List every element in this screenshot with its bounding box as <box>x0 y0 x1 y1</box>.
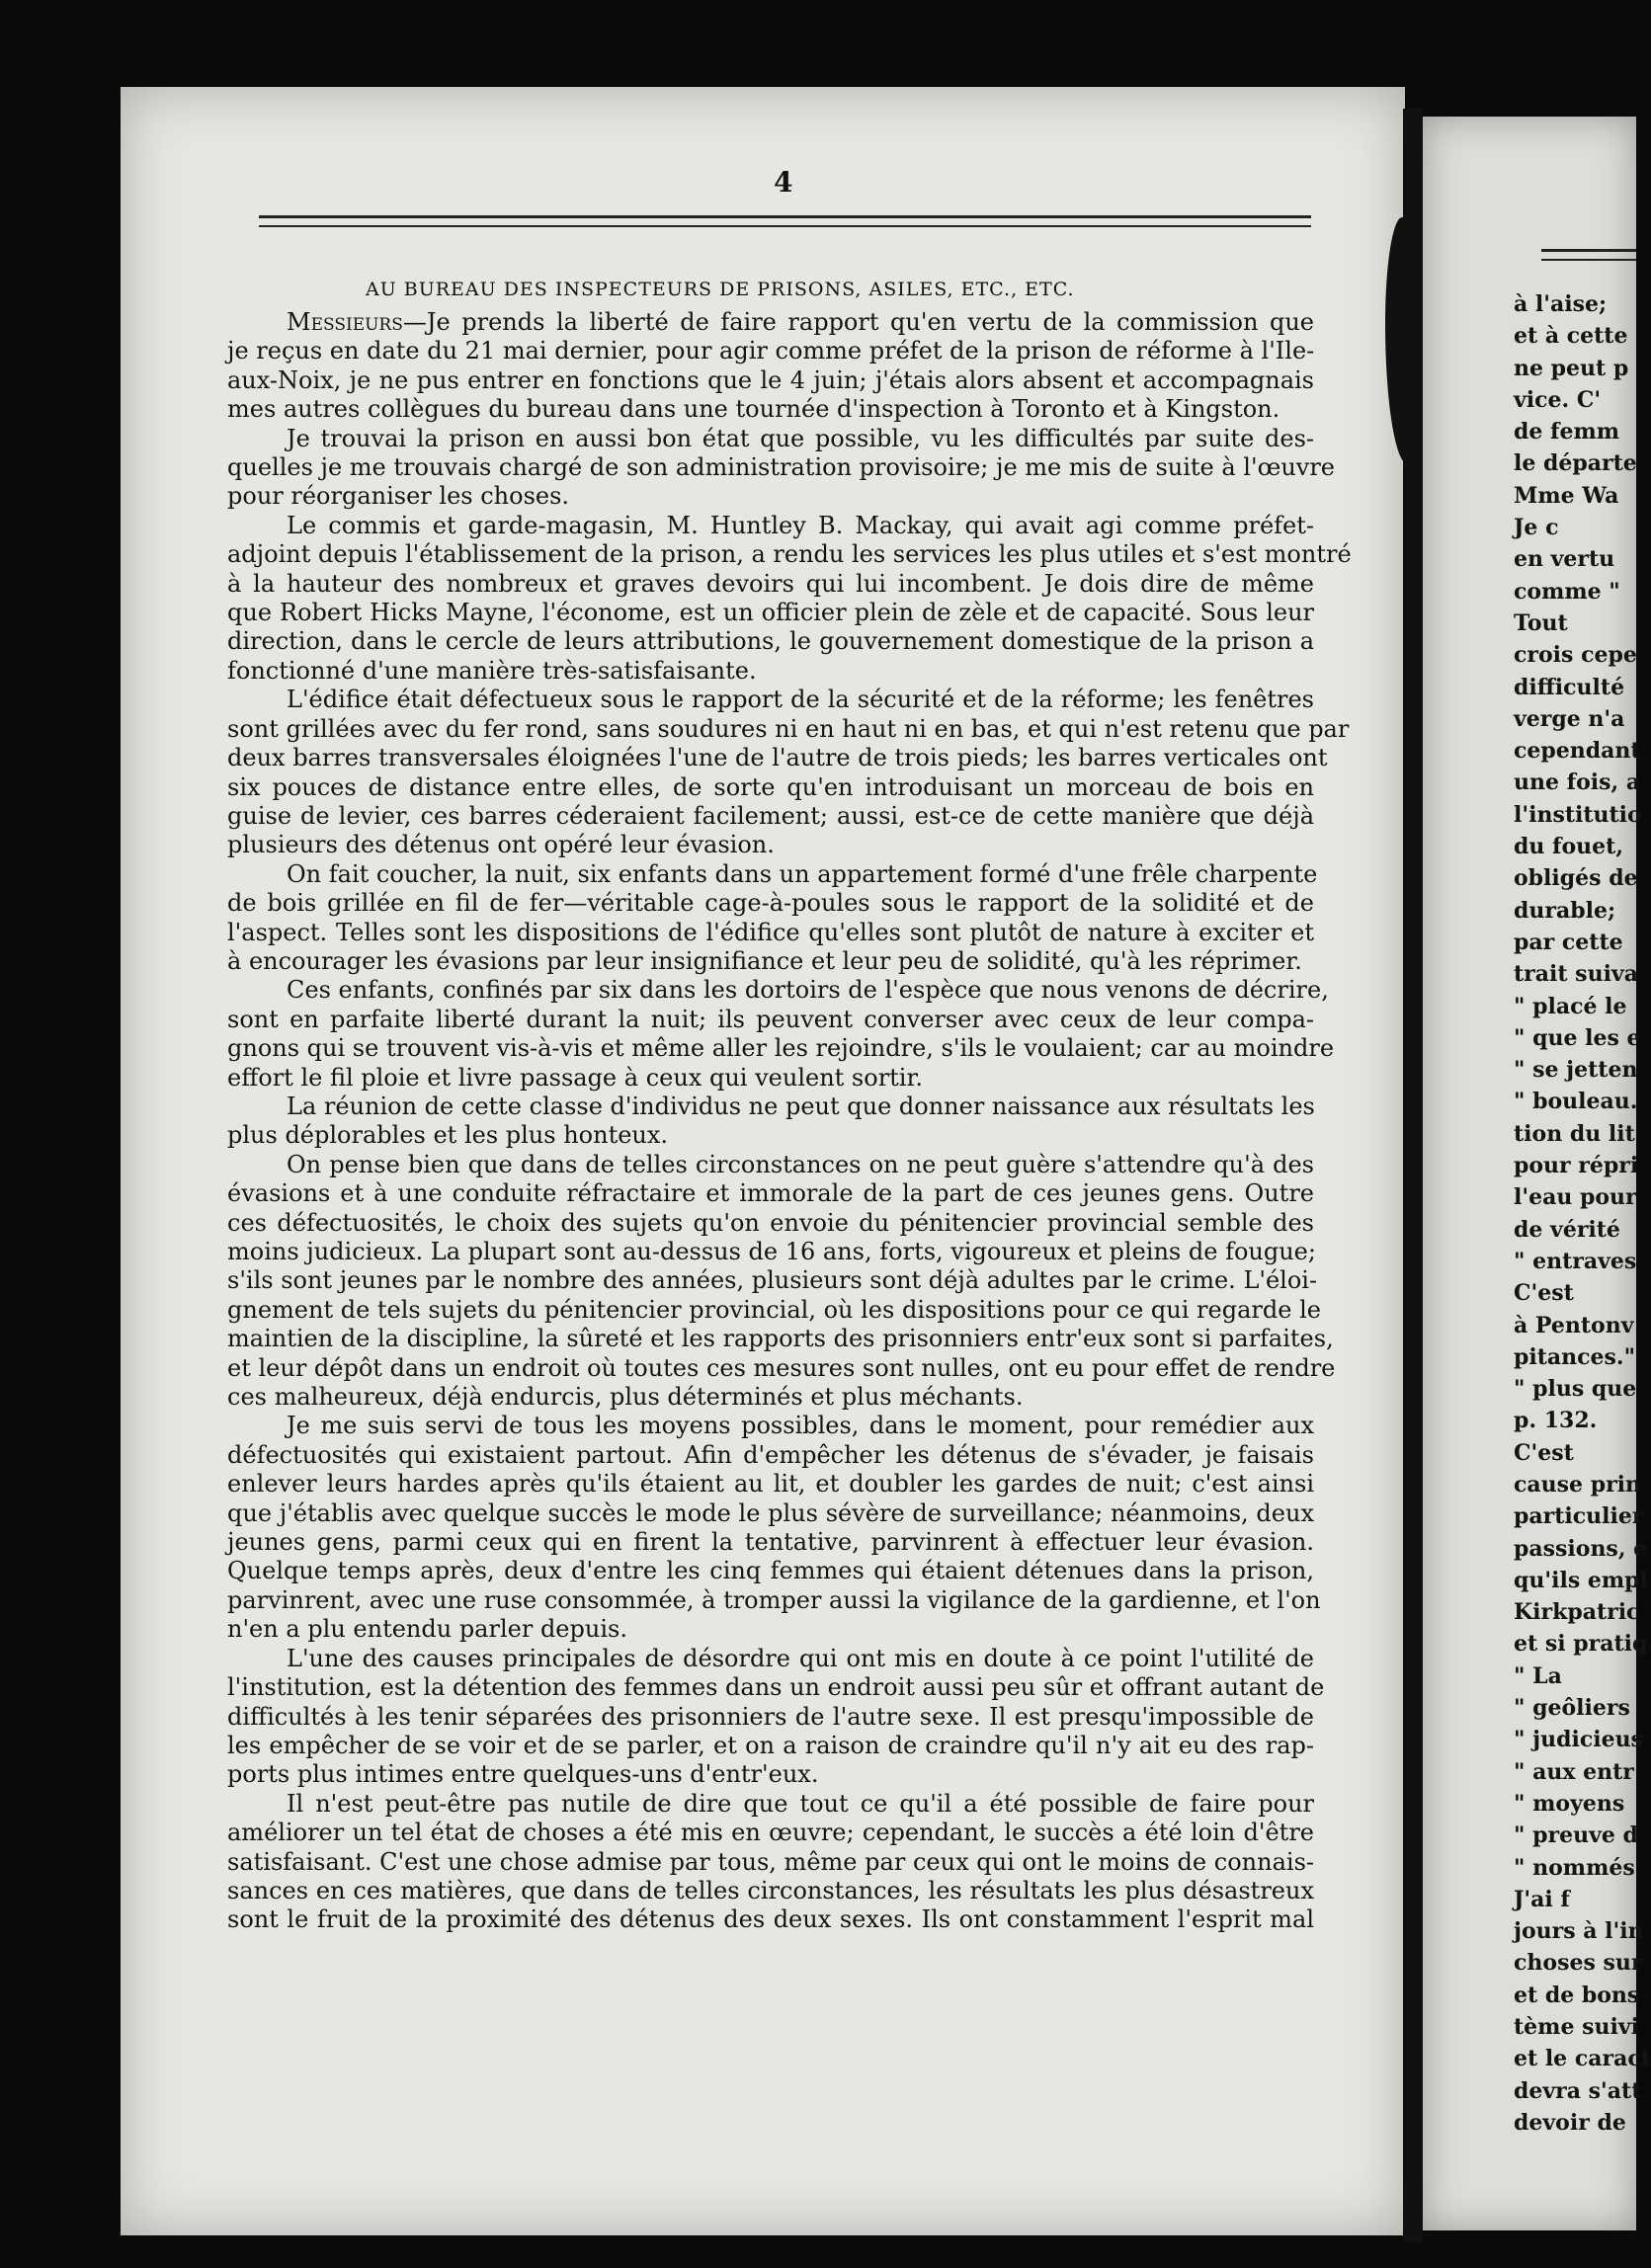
right-column-line: par cette <box>1514 929 1623 955</box>
right-column-line: devra s'att <box>1514 2077 1642 2104</box>
right-column-line: Mme Wa <box>1514 482 1619 509</box>
text-line: sont en parfaite liberté durant la nuit; ils peuvent converser avec ceux de leur compa- <box>227 1005 1314 1033</box>
right-column-line: verge n'a <box>1514 705 1625 732</box>
text-line: je reçus en date du 21 mai dernier, pour agir comme préfet de la prison de réforme à l'Ile- <box>227 337 1315 365</box>
right-column-line: en vertu <box>1514 546 1615 573</box>
right-column-line: J'ai f <box>1514 1886 1570 1912</box>
right-column-line: " La <box>1514 1662 1562 1689</box>
text-line: effort le fil ploie et livre passage à ceux qui veulent sortir. <box>227 1063 923 1092</box>
right-column-line: ne peut p <box>1514 355 1629 381</box>
text-line: l'aspect. Telles sont les dispositions de l'édifice qu'elles sont plutôt de nature à exciter et <box>227 918 1314 946</box>
text-line: ces malheureux, déjà endurcis, plus déterminés et plus méchants. <box>227 1383 1024 1412</box>
right-column-line: difficulté <box>1514 674 1625 700</box>
text-line: que j'établis avec quelque succès le mode le plus sévère de surveillance; néanmoins, deux <box>227 1498 1314 1527</box>
report-body <box>227 308 1352 1935</box>
text-line: gnement de tels sujets du pénitencier provincial, où les dispositions pour ce qui regarde le <box>227 1295 1321 1324</box>
text-line: Il n'est peut-être pas nutile de dire que tout ce qu'il a été possible de faire pour <box>287 1789 1314 1818</box>
right-column-line: " judicieus <box>1514 1727 1643 1753</box>
right-column-line: vice. C' <box>1514 386 1602 413</box>
right-column-line: à l'aise; <box>1514 291 1608 317</box>
text-line: direction, dans le cercle de leurs attributions, le gouvernement domestique de la prison a <box>227 627 1314 656</box>
text-line: n'en a plu entendu parler depuis. <box>227 1615 627 1644</box>
right-header-rule-bottom <box>1541 259 1636 261</box>
right-column-line: " entraves <box>1514 1248 1637 1274</box>
right-column-line: " se jetten <box>1514 1057 1638 1084</box>
right-column-line: cependant <box>1514 738 1641 765</box>
text-line: aux-Noix, je ne pus entrer en fonctions que le 4 juin; j'étais alors absent et accompagnais <box>227 365 1314 394</box>
text-line: de bois grillée en fil de fer—véritable cage-à-poules sous le rapport de la solidité et de <box>227 889 1314 918</box>
right-column-line: Kirkpatric <box>1514 1599 1640 1626</box>
right-column-line: qu'ils empl <box>1514 1567 1648 1593</box>
text-line: Je trouvai la prison en aussi bon état que possible, vu les difficultés par suite des- <box>287 424 1314 452</box>
text-line: Messieurs—Je prends la liberté de faire rapport qu'en vertu de la commission que <box>287 308 1314 336</box>
right-column-line: Je c <box>1514 515 1559 541</box>
text-line: six pouces de distance entre elles, de sorte qu'en introduisant un morceau de bois en <box>227 772 1314 801</box>
right-column-line: Tout <box>1514 609 1568 636</box>
text-line: s'ils sont jeunes par le nombre des années, plusieurs sont déjà adultes par le crime. L'éloi- <box>227 1266 1318 1295</box>
text-line: guise de levier, ces barres céderaient facilement; aussi, est-ce de cette manière que déjà <box>227 801 1314 830</box>
text-line: mes autres collègues du bureau dans une tournée d'inspection à Toronto et à Kingston. <box>227 395 1280 424</box>
right-column-line: durable; <box>1514 897 1616 924</box>
text-line: ports plus intimes entre quelques-uns d'entr'eux. <box>227 1760 819 1789</box>
text-line: difficultés à les tenir séparées des prisonniers de l'autre sexe. Il est presqu'impossible de <box>227 1702 1314 1731</box>
right-column-line: à Pentonv <box>1514 1312 1634 1338</box>
text-line: quelles je me trouvais chargé de son administration provisoire; je me mis de suite à l'œuvre <box>227 453 1336 482</box>
text-line: fonctionné d'une manière très-satisfaisante. <box>227 656 757 685</box>
right-column-line: tème suivi <box>1514 2014 1639 2041</box>
text-line: La réunion de cette classe d'individus ne peut que donner naissance aux résultats les <box>287 1092 1315 1120</box>
right-column-line: comme " <box>1514 578 1620 605</box>
right-column-line: cause prin <box>1514 1471 1642 1498</box>
right-column-line: du fouet, <box>1514 834 1623 860</box>
right-column-line: pitances." <box>1514 1343 1636 1370</box>
right-column-line: obligés de <box>1514 865 1638 892</box>
right-column-line: choses sur <box>1514 1950 1643 1977</box>
right-column-line: pour répri <box>1514 1153 1639 1179</box>
right-column-line: " bouleau. <box>1514 1089 1638 1115</box>
right-column-line: l'institutio <box>1514 801 1642 828</box>
right-column-line: et à cette <box>1514 323 1628 350</box>
text-line: sances en ces matières, que dans de telles circonstances, les résultats les plus désastreux <box>227 1876 1314 1904</box>
text-line: Le commis et garde-magasin, M. Huntley B. Mackay, qui avait agi comme préfet- <box>287 511 1314 539</box>
right-column-line: " geôliers <box>1514 1695 1630 1722</box>
right-column-line: le départe <box>1514 450 1637 477</box>
text-line: Quelque temps après, deux d'entre les cinq femmes qui étaient détenues dans la prison, <box>227 1557 1314 1585</box>
text-line: moins judicieux. La plupart sont au-dessus de 16 ans, forts, vigoureux et pleins de fougue; <box>227 1238 1316 1265</box>
text-line: évasions et à une conduite réfractaire et immorale de la part de ces jeunes gens. Outre <box>227 1179 1314 1208</box>
text-line: l'institution, est la détention des femmes dans un endroit aussi peu sûr et offrant autant de <box>227 1673 1325 1702</box>
text-line: gnons qui se trouvent vis-à-vis et même aller les rejoindre, s'ils le voulaient; car au moindre <box>227 1034 1335 1063</box>
text-line: plusieurs des détenus ont opéré leur évasion. <box>227 831 775 859</box>
right-column-line: trait suiva <box>1514 961 1638 988</box>
text-line: sont grillées avec du fer rond, sans soudures ni en haut ni en bas, et qui n'est retenu que par <box>227 714 1350 743</box>
right-column-line: " aux entr <box>1514 1758 1634 1785</box>
text-line: améliorer un tel état de choses a été mis en œuvre; cependant, le succès a été loin d'être <box>227 1819 1314 1847</box>
right-column-line: devoir de <box>1514 2109 1626 2136</box>
right-column-line: " plus que <box>1514 1376 1637 1403</box>
right-column-line: particulier <box>1514 1503 1644 1530</box>
text-line: parvinrent, avec une ruse consommée, à tromper aussi la vigilance de la gardienne, et l'on <box>227 1585 1321 1614</box>
right-column-line: passions, e <box>1514 1535 1648 1562</box>
text-line: plus déplorables et les plus honteux. <box>227 1121 669 1150</box>
report-heading: AU BUREAU DES INSPECTEURS DE PRISONS, ASILES, ETC., ETC. <box>366 279 1075 300</box>
right-column-line: p. 132. <box>1514 1408 1598 1434</box>
text-line: On fait coucher, la nuit, six enfants dans un appartement formé d'une frêle charpente <box>287 859 1318 888</box>
right-column-line: " que les e <box>1514 1024 1641 1051</box>
text-line: sont le fruit de la proximité des détenus des deux sexes. Ils ont constamment l'esprit mal <box>227 1905 1314 1934</box>
right-column-line: et de bons <box>1514 1982 1640 2008</box>
right-column-line: et le caract <box>1514 2046 1651 2072</box>
right-column-line: tion du lit <box>1514 1120 1635 1147</box>
right-column-line: C'est <box>1514 1280 1574 1307</box>
text-line: enlever leurs hardes après qu'ils étaient au lit, et doubler les gardes de nuit; c'est ainsi <box>227 1470 1314 1498</box>
header-rule-top <box>259 215 1311 218</box>
text-line: ces défectuosités, le choix des sujets qu'on envoie du pénitencier provincial semble des <box>227 1208 1314 1237</box>
right-column-line: de vérité <box>1514 1216 1620 1243</box>
right-column-line: de femm <box>1514 419 1620 446</box>
text-line: et leur dépôt dans un endroit où toutes ces mesures sont nulles, ont eu pour effet de rendre <box>227 1353 1336 1382</box>
text-line: à la hauteur des nombreux et graves devoirs qui lui incombent. Je dois dire de même <box>227 569 1314 598</box>
right-column-line: " moyens <box>1514 1790 1625 1817</box>
text-line: L'édifice était défectueux sous le rapport de la sécurité et de la réforme; les fenêtres <box>287 686 1314 714</box>
right-column-line: une fois, a <box>1514 770 1641 796</box>
text-line: On pense bien que dans de telles circonstances on ne peut guère s'attendre qu'à des <box>287 1150 1314 1178</box>
right-column-line: l'eau pour <box>1514 1184 1637 1211</box>
text-line: à encourager les évasions par leur insignifiance et leur peu de solidité, qu'à les réprimer. <box>227 946 1302 975</box>
right-column-line: jours à l'in <box>1514 1918 1644 1945</box>
right-header-rule-top <box>1541 249 1636 252</box>
right-column-line: C'est <box>1514 1439 1574 1466</box>
salutation: Messieurs <box>287 308 403 336</box>
right-column-line: " nommés <box>1514 1854 1635 1881</box>
text-line: Ces enfants, confinés par six dans les dortoirs de l'espèce que nous venons de décrire, <box>287 976 1329 1005</box>
text-line: deux barres transversales éloignées l'une de l'autre de trois pieds; les barres verticales ont <box>227 744 1328 772</box>
right-column-line: " preuve d <box>1514 1822 1638 1849</box>
text-line: les empêcher de se voir et de se parler, et on a raison de craindre qu'il n'y ait eu des rap- <box>227 1731 1314 1759</box>
text-line: L'une des causes principales de désordre qui ont mis en doute à ce point l'utilité de <box>287 1644 1314 1672</box>
page-number: 4 <box>774 166 793 199</box>
header-rule-bottom <box>259 225 1311 227</box>
text-line: jeunes gens, parmi ceux qui en firent la tentative, parvinrent à effectuer leur évasion. <box>227 1528 1314 1557</box>
right-page-column <box>1514 288 1651 2139</box>
text-line: maintien de la discipline, la sûreté et les rapports des prisonniers entr'eux sont si parfaites, <box>227 1325 1334 1353</box>
text-line: Je me suis servi de tous les moyens possibles, dans le moment, pour remédier aux <box>287 1412 1314 1440</box>
right-column-line: crois cepe <box>1514 642 1637 669</box>
text-line: défectuosités qui existaient partout. Afin d'empêcher les détenus de s'évader, je faisais <box>227 1440 1314 1469</box>
right-column-line: " placé le <box>1514 993 1627 1019</box>
text-line: pour réorganiser les choses. <box>227 482 570 511</box>
text-line: satisfaisant. C'est une chose admise par tous, même par ceux qui ont le moins de connais- <box>227 1847 1314 1876</box>
text-line: adjoint depuis l'établissement de la prison, a rendu les services les plus utiles et s'est montré <box>227 540 1352 569</box>
text-line: que Robert Hicks Mayne, l'économe, est un officier plein de zèle et de capacité. Sous leur <box>227 599 1314 627</box>
right-column-line: et si pratiq <box>1514 1631 1648 1658</box>
